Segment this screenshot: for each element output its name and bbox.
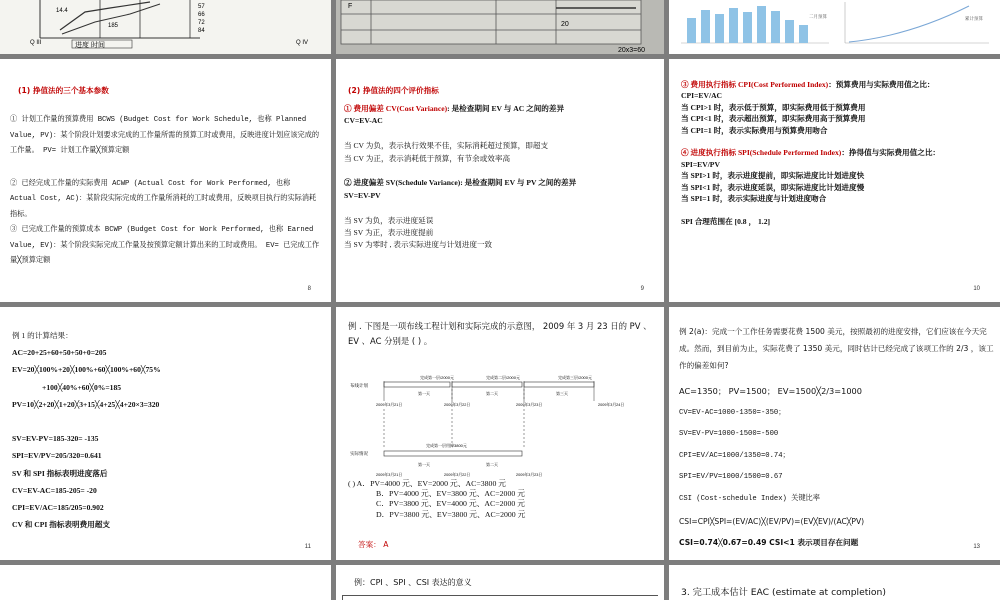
- slide-bottom-2: [336, 565, 664, 600]
- cpi-line: 当 CPI=1 时，表示实际费用与预算费用吻合: [681, 125, 828, 135]
- question-text: 例 . 下图是一项布线工程计划和实际完成的示意图， 2009 年 3 月 23 日的 PV 、EV 、AC 分别是 ( ) 。: [348, 321, 652, 346]
- spi-formula: SPI=EV/PV: [681, 159, 720, 169]
- spi-heading: ④ 进度执行指标 SPI(Schedule Performed Index): [681, 148, 842, 158]
- day-label: 第二天: [486, 462, 498, 467]
- spi-line: 当 SPI=1 时，表示实际进度与计划进度吻合: [681, 194, 827, 204]
- calc-line: CPI=EV/AC=185/205=0.902: [12, 503, 104, 513]
- cpi-formula: CPI=EV/AC: [681, 91, 723, 101]
- legend-label: 累计预算: [965, 16, 983, 21]
- gantt-diagram: [336, 369, 664, 479]
- calc-line: EV=20╳100%+20╳100%+60╳100%+60╳75%: [12, 365, 161, 375]
- slide-title: (2) 挣值法的四个评价指标: [348, 86, 439, 95]
- chart-label: 185: [108, 23, 119, 29]
- option-b: B．PV=4000 元、EV=3800 元、AC=2000 元: [376, 489, 525, 499]
- slide-top-3: [669, 0, 1000, 54]
- slide-bottom-1: [0, 565, 331, 600]
- slide-title: (1) 挣值法的三个基本参数: [18, 86, 109, 95]
- paragraph-pv: ① 计划工作量的预算费用 BCWS (Budget Cost for Work Schedule, 也称 Planned Value, PV)：某个阶段计划要求完成的工作量所需的预算工时或费用，反映进度计划应该完成的工作量。 PV= 计划工作量╳预算定额: [10, 116, 320, 155]
- date-label: 2009年3月22日: [444, 403, 471, 407]
- slide-bottom-3: [669, 565, 1000, 600]
- slide-8: [0, 59, 331, 302]
- day-label: 第二天: [486, 391, 498, 396]
- option-d: D．PV=3800 元、EV=3800 元、AC=2000 元: [376, 509, 526, 519]
- cv-heading-rest: : 是检查期间 EV 与 AC 之间的差异: [447, 104, 565, 113]
- calc-line: PV=10╳2+20╳1+20╳3+15╳4+25╳4+20×3=320: [12, 399, 160, 409]
- date-label: 2009年3月23日: [516, 403, 543, 407]
- slide-12: [336, 307, 664, 560]
- date-label: 2009年3月22日: [444, 473, 471, 477]
- cv-line: 当 CV 为正，表示消耗低于预算，有节余或效率高: [344, 153, 511, 163]
- page-number: 11: [304, 544, 311, 550]
- paragraph-ev: ③ 已完成工作量的预算成本 BCWP (Budget Cost for Work Performed, 也称 Earned Value, EV)：某个阶段实际完成工作量及按预算定额计算出来的工时或费用。 EV= 已完成工作量╳预算定额: [10, 226, 320, 265]
- table-label: F: [348, 3, 353, 10]
- calc-line: AC=20+25+60+50+50+0=205: [12, 348, 107, 358]
- chart-label: 72: [198, 20, 205, 26]
- chart-label: Q IV: [296, 40, 309, 46]
- handwritten-note: 20x3=60: [618, 47, 646, 54]
- calc-line: SV=EV-PV=1000-1500=-500: [679, 430, 779, 439]
- sv-line: 当 SV 为正，表示进度提前: [344, 228, 434, 238]
- slide-9: [336, 59, 664, 302]
- calc-line: CV=EV-AC=1000-1350=-350；: [679, 408, 786, 417]
- paragraph-ac: ② 已经完成工作量的实际费用 ACWP (Actual Cost for Work Performed, 也称 Actual Cost, AC)：某阶段实际完成的工作量所消耗的工时或费用，反映项目执行的实际消耗指标。: [10, 179, 317, 219]
- slide-11: [0, 307, 331, 560]
- handwritten-chart: [0, 0, 331, 54]
- segment-label: 完成第一层/2000元: [420, 375, 455, 380]
- calc-line: CSI=0.74╳0.67=0.49 CSI<1 表示项目存在问题: [679, 538, 859, 548]
- calc-line: CPI=EV/AC=1000/1350=0.74；: [679, 451, 790, 460]
- cpi-heading-rest: ：预算费用与实际费用值之比：: [828, 80, 935, 89]
- chart-caption: 进度 时间: [75, 42, 105, 49]
- spi-line: 当 SPI<1 时，表示进度延误，即实际进度比计划进度慢: [681, 182, 865, 192]
- day-label: 第一天: [418, 391, 430, 396]
- sv-formula: SV=EV-PV: [344, 190, 381, 200]
- date-label: 2009年3月21日: [376, 403, 403, 407]
- mini-charts: [669, 0, 1000, 54]
- option-c: C．PV=3800 元、EV=4000 元、AC=2000 元: [376, 499, 525, 509]
- segment-label: 完成第二层/2000元: [486, 375, 521, 380]
- table-photo: [336, 0, 664, 54]
- bottom-title: 3. 完工成本估计 EAC (estimate at completion): [681, 587, 886, 598]
- cv-formula: CV=EV-AC: [344, 116, 383, 126]
- cpi-heading: ③ 费用执行指标 CPI(Cost Performed Index): [681, 80, 829, 89]
- day-label: 第一天: [418, 462, 430, 467]
- calc-line: SV 和 SPI 指标表明进度落后: [12, 468, 108, 478]
- slide-10: [669, 59, 1000, 302]
- cpi-line: 当 CPI<1 时，表示超出预算，即实际费用高于预算费用: [681, 114, 866, 124]
- plan-label: 布线计划: [350, 383, 368, 388]
- page-number: 13: [973, 544, 980, 550]
- chart-label: 14.4: [56, 8, 68, 14]
- table-label: 20: [561, 21, 569, 28]
- calc-line: CV=EV-AC=185-205= -20: [12, 485, 97, 495]
- spi-range: SPI 合理范围在 [0.8 ， 1.2]: [681, 216, 771, 226]
- chart-label: 57: [198, 4, 205, 10]
- answer-text: 答案： A: [358, 540, 389, 549]
- option-a: ( ) A．PV=4000 元、EV=2000 元、AC=3800 元: [348, 479, 507, 488]
- cv-line: 当 CV 为负，表示执行效果不佳，实际消耗超过预算，即超支: [344, 141, 549, 151]
- date-label: 2009年3月24日: [598, 403, 625, 407]
- calc-line: SPI=EV/PV=205/320=0.641: [12, 451, 102, 461]
- page-number: 10: [973, 286, 980, 292]
- bottom-title: 例：CPI 、SPI 、CSI 表达的意义: [354, 578, 472, 587]
- calc-line: +100╳40%+60╳0%=185: [42, 382, 122, 392]
- example-intro: 例 2(a)：完成一个工作任务需要花费 1500 美元，按照最初的进度安排，它们应该在今天完成。然而，到目前为止，实际花费了 1350 美元，同时估计已经完成了该项工作的 2/3 ，该工作的偏差如何?: [679, 327, 994, 370]
- page-number: 8: [307, 286, 311, 292]
- spi-heading-rest: ：挣得值与实际费用值之比：: [841, 148, 941, 158]
- calc-line: SPI=EV/PV=1000/1500=0.67: [679, 473, 783, 482]
- segment-label: 完成第三层/2000元: [558, 375, 593, 380]
- cpi-line: 当 CPI>1 时，表示低于预算，即实际费用低于预算费用: [681, 102, 866, 112]
- calc-line: CSI=CPI╳SPI=(EV/AC)╳(EV/PV)=(EV╳EV)/(AC╳PV): [679, 516, 865, 526]
- actual-label: 实际情况: [350, 451, 368, 456]
- slide-top-1: [0, 0, 331, 54]
- sv-line: 当 SV 为零时 , 表示实际进度与计划进度一致: [344, 240, 493, 250]
- calc-line: SV=EV-PV=185-320= -135: [12, 434, 99, 444]
- sv-line: 当 SV 为负，表示进度延误: [344, 215, 434, 225]
- sv-heading: ② 进度偏差 SV(Schedule Variance): 是检查期间 EV 与 PV 之间的差异: [344, 178, 577, 188]
- calc-line: 例 1 的计算结果：: [12, 331, 73, 340]
- cv-heading: ① 费用偏差 CV(Cost Variance): [344, 104, 448, 113]
- date-label: 2009年3月21日: [376, 473, 403, 477]
- slide-top-2: [336, 0, 664, 54]
- chart-label: Q III: [30, 40, 42, 46]
- date-label: 2009年3月23日: [516, 473, 543, 477]
- actual-segment-label: 完成第一层用掉3800元: [426, 443, 467, 448]
- page-number: 9: [640, 286, 644, 292]
- calc-line: CV 和 CPI 指标表明费用超支: [12, 520, 110, 530]
- chart-label: 66: [198, 12, 205, 18]
- bar-chart: [687, 6, 808, 43]
- legend-label: 二月预算: [809, 14, 827, 19]
- day-label: 第三天: [556, 391, 568, 396]
- table-edge: [342, 595, 658, 600]
- spi-line: 当 SPI>1 时，表示进度提前，即实际进度比计划进度快: [681, 171, 865, 181]
- calc-line: CSI (Cost-schedule Index) 关键比率: [679, 494, 820, 503]
- chart-label: 84: [198, 28, 205, 34]
- slide-13: [669, 307, 1000, 560]
- calc-line: AC=1350； PV=1500； EV=1500╳2/3=1000: [679, 386, 862, 396]
